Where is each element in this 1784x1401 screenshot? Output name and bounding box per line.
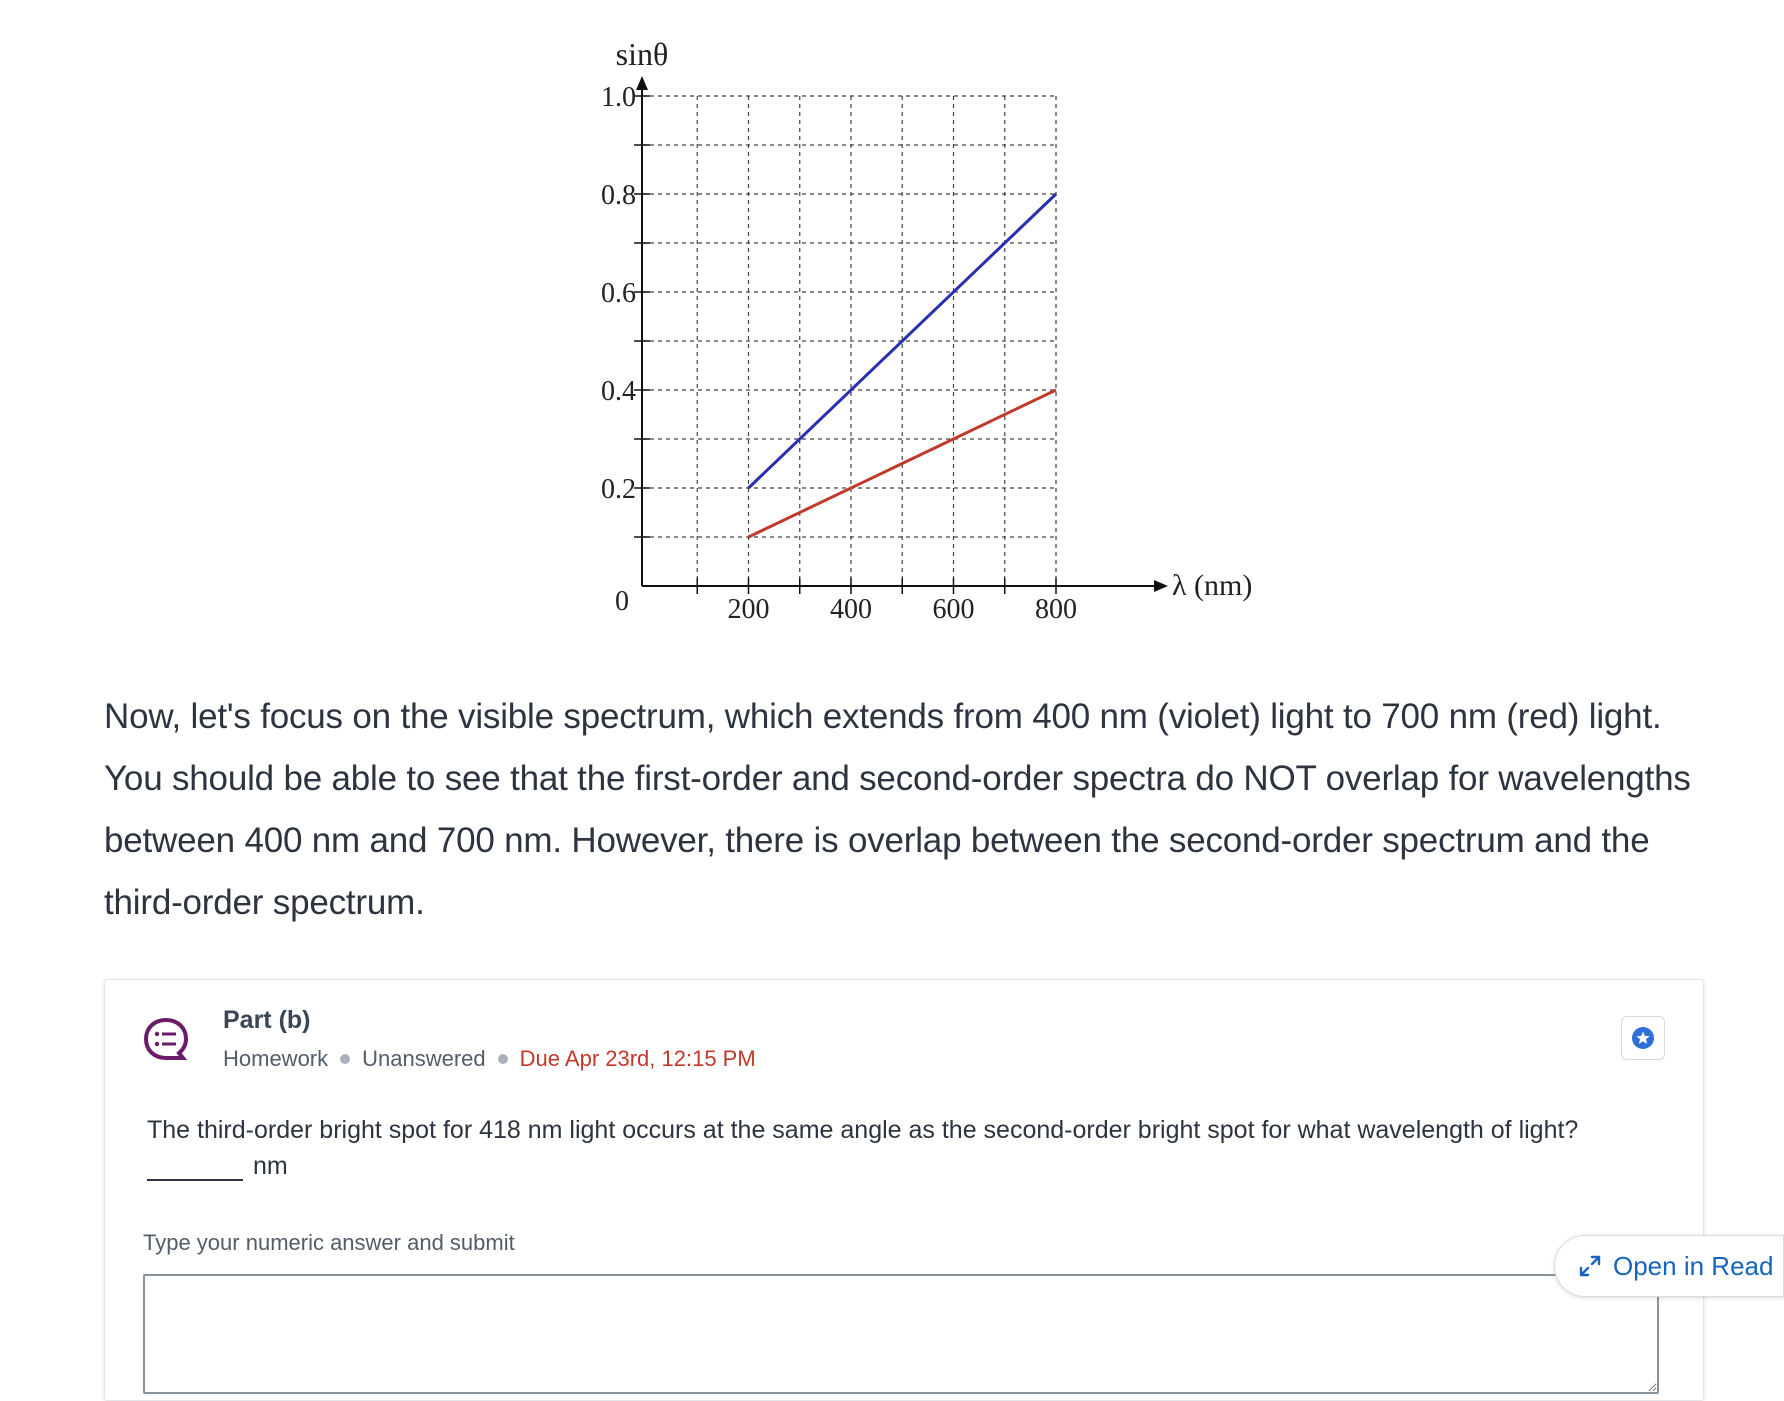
- expand-icon: [1577, 1253, 1603, 1279]
- part-status: Unanswered: [362, 1046, 486, 1071]
- chart-series: [749, 194, 1057, 537]
- x-tick-label: 600: [932, 594, 975, 625]
- separator-dot: [340, 1054, 350, 1064]
- x-tick-label: 200: [727, 594, 770, 625]
- open-in-reader-button[interactable]: [1554, 1235, 1784, 1297]
- origin-label: 0: [615, 586, 629, 617]
- star-icon: [1631, 1026, 1655, 1050]
- y-tick-label: 0.8: [601, 180, 636, 211]
- open-in-reader-label: Open in Read: [1613, 1250, 1774, 1281]
- x-tick-label: 800: [1035, 594, 1077, 625]
- due-date: Due Apr 23rd, 12:15 PM: [519, 1046, 756, 1071]
- y-tick-label: 0.2: [601, 474, 636, 505]
- x-axis-label: λ (nm): [1172, 569, 1253, 602]
- part-title: Part (b): [223, 1006, 311, 1034]
- y-tick-label: 0.6: [601, 278, 636, 309]
- part-b-card: [104, 979, 1704, 1401]
- part-type: Homework: [223, 1046, 329, 1071]
- y-tick-label: 1.0: [601, 82, 636, 113]
- bookmark-button[interactable]: [1621, 1016, 1665, 1060]
- unit-label: nm: [253, 1152, 288, 1180]
- chart-grid: [642, 96, 1056, 586]
- question-list-icon: [143, 1017, 189, 1063]
- y-axis-label: sinθ: [615, 36, 669, 72]
- answer-label: Type your numeric answer and submit: [143, 1230, 515, 1255]
- separator-dot: [498, 1054, 508, 1064]
- answer-blank: [147, 1152, 288, 1181]
- blank-rule: [147, 1157, 243, 1181]
- question-text: The third-order bright spot for 418 nm light occurs at the same angle as the second-order bright spot for what wavelength of light?: [147, 1116, 1579, 1144]
- part-meta: [223, 1046, 756, 1072]
- numeric-answer-input[interactable]: [143, 1274, 1659, 1394]
- y-tick-label: 0.4: [601, 376, 636, 407]
- sin-theta-vs-wavelength-chart: [560, 20, 1253, 640]
- visible-spectrum-paragraph: Now, let's focus on the visible spectrum, which extends from 400 nm (violet) light to 700 nm (red) light. You should be able to see that the first-order and second-order spectra do NOT overlap for wavelengths between 400 nm and 700 nm. However, there is overlap between the second-order spectrum and the third-order spectrum.: [104, 697, 1691, 922]
- chart-ticks: [601, 82, 1077, 625]
- x-tick-label: 400: [830, 594, 872, 625]
